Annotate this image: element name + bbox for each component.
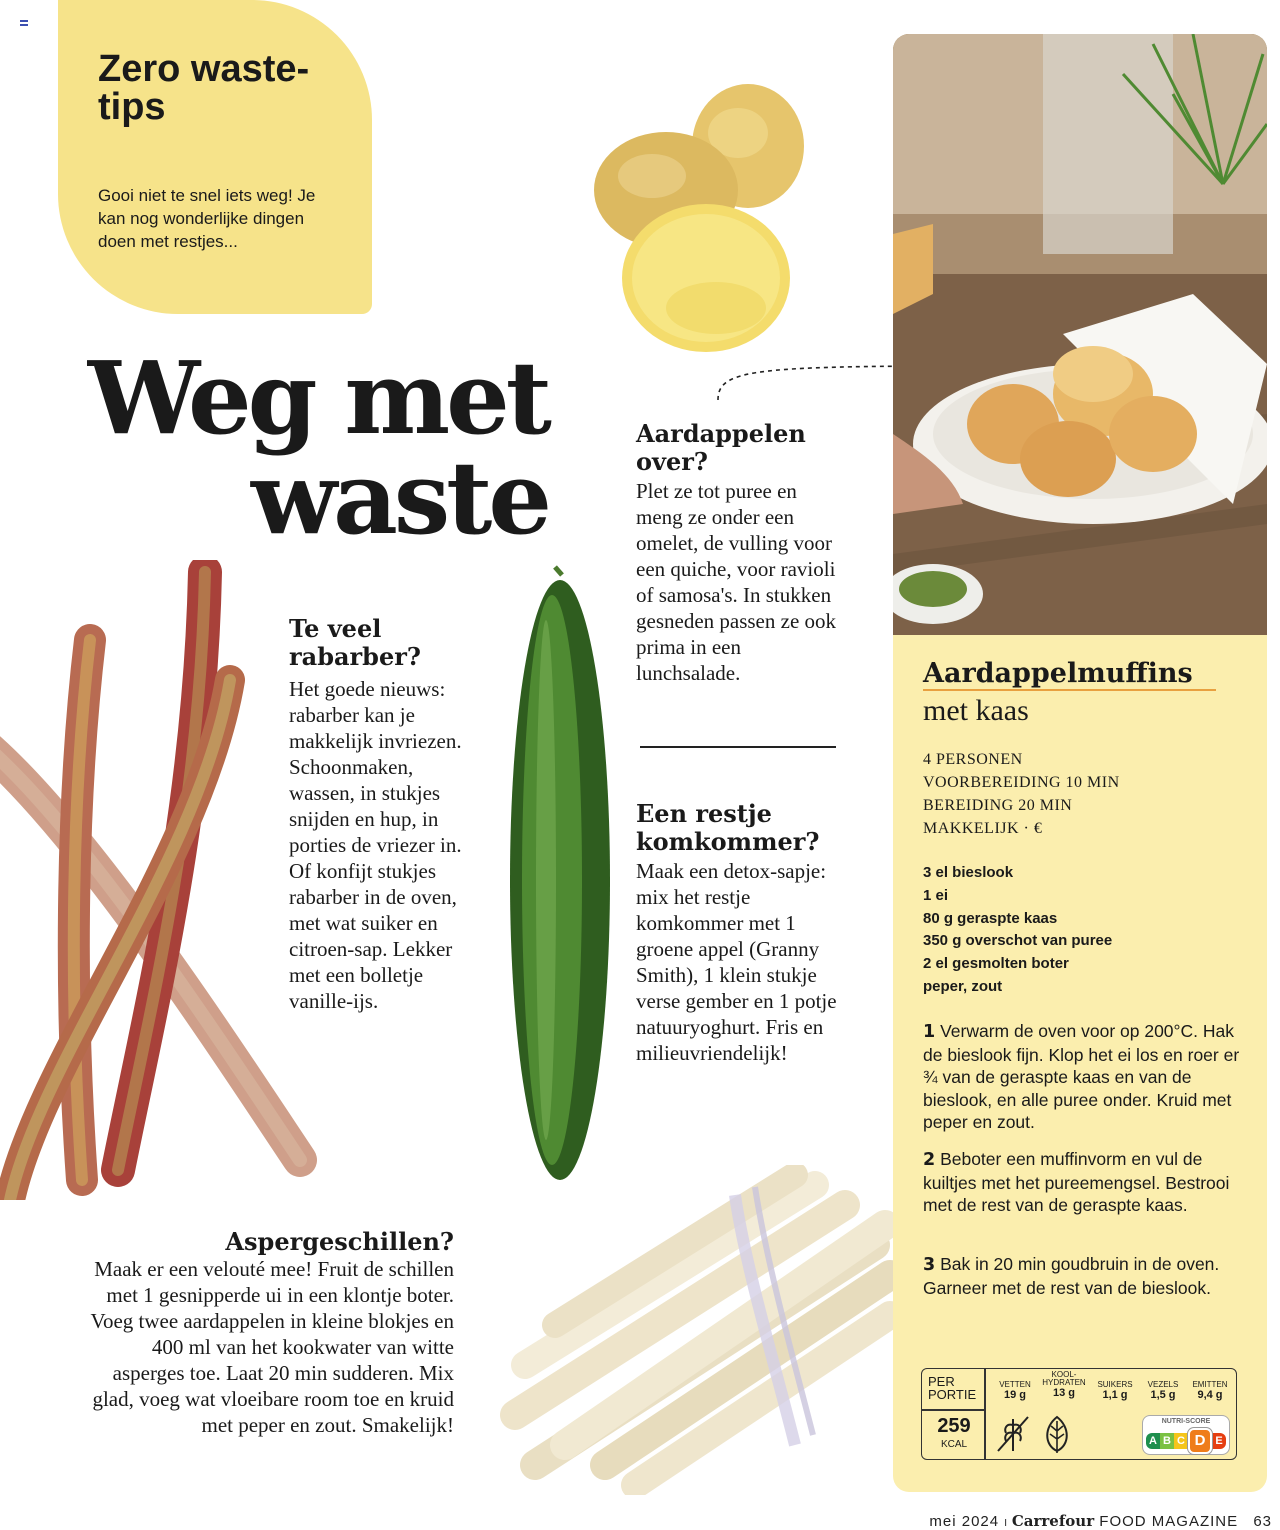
asparagus-image	[495, 1165, 895, 1495]
ingredient: 3 el bieslook	[923, 864, 1014, 881]
meta-difficulty: MAKKELIJK · €	[923, 820, 1043, 837]
rhubarb-image	[0, 560, 330, 1200]
footer-brand: Carrefour	[1011, 1512, 1095, 1530]
footer-magazine: FOOD MAGAZINE	[1099, 1513, 1239, 1530]
nutrient-carbs	[1040, 1371, 1088, 1399]
headline-line2: waste	[251, 439, 548, 557]
step-text: Beboter een muffinvorm en vul de kuiltjes met het pureemengsel. Bestrooi met de rest van de geraspte kaas.	[923, 1149, 1230, 1215]
nutri-score-scale	[1143, 1428, 1229, 1454]
nutrient-value: 9,4 g	[1197, 1389, 1223, 1401]
asperge-text: Maak er een velouté mee! Fruit de schillen met 1 gesnipperde ui in een klontje boter. Voeg twee aardappelen in kleine blokjes en 400 ml van het kookwater van witte asperges toe. Laat 20 min sudderen. Mix glad, voeg wat vloeibare room toe en kruid met peper en zout. Smakelijk!	[90, 1257, 454, 1437]
step-number: 2	[923, 1150, 936, 1170]
nutri-score-letter: C	[1174, 1433, 1188, 1449]
tips-title: Zero waste-tips	[98, 48, 310, 128]
nutrient-label: VEZELS	[1147, 1380, 1179, 1389]
nutrient-value: 19 g	[1003, 1389, 1026, 1401]
recipe-title: Aardappelmuffins	[923, 658, 1193, 689]
leaf-icon	[1040, 1413, 1074, 1455]
step-number: 1	[923, 1022, 936, 1042]
per-portion-label: PER PORTIE	[928, 1374, 977, 1402]
muffins-photo	[893, 34, 1267, 635]
recipe-subtitle: met kaas	[923, 694, 1029, 727]
aardappelen-text: Plet ze tot puree en meng ze onder een omelet, de vulling voor een quiche, voor ravioli of samosa's. In stukken gesneden passen ze ook prima in een lunchsalade.	[636, 479, 837, 685]
komkommer-title: Een restje komkommer?	[636, 799, 820, 856]
headline-line1: Weg met	[87, 339, 548, 457]
recipe-card	[893, 34, 1267, 1492]
divider	[640, 746, 836, 748]
nutri-score-badge	[1142, 1415, 1230, 1455]
nutrient-value: 1,1 g	[1102, 1389, 1128, 1401]
nutrient-label: EMITTEN	[1192, 1380, 1228, 1389]
kcal-label: KCAL	[940, 1439, 968, 1450]
flag-icon	[20, 20, 28, 26]
rabarber-text: Het goede nieuws: rabarber kan je makkelijk invriezen. Schoonmaken, wassen, in stukjes snijden en hup, in porties de vriezer in. Of konfijt stukjes rabarber in de oven, met wat suiker en citroen-sap. Lekker met een bolletje vanille-ijs.	[289, 677, 462, 1013]
recipe-meta	[923, 748, 1243, 840]
footer-date: mei 2024	[929, 1513, 1000, 1530]
nutri-score-letter: E	[1212, 1433, 1226, 1449]
ingredient: 2 el gesmolten boter	[923, 955, 1069, 973]
nutri-score-letter: B	[1160, 1433, 1174, 1449]
nutri-score-letter: D	[1188, 1428, 1212, 1454]
step-number: 3	[923, 1255, 936, 1275]
nutrient-value: 1,5 g	[1150, 1389, 1176, 1401]
nutrient-value: 13 g	[1052, 1387, 1075, 1399]
nutrient-label: KOOL-HYDRATEN	[1042, 1370, 1086, 1387]
step-2	[923, 1148, 1243, 1217]
meta-servings: 4 PERSONEN	[923, 751, 1023, 768]
nutrient-sugars	[1092, 1375, 1138, 1401]
nutri-score-letter: A	[1146, 1433, 1160, 1449]
komkommer-text: Maak een detox-sapje: mix het restje komkommer met 1 groene appel (Granny Smith), 1 klein stukje verse gember en 1 potje natuuryoghurt. Fris en milieuvriendelijk!	[636, 859, 837, 1065]
cucumber-image	[500, 565, 620, 1190]
potatoes-image	[588, 78, 818, 368]
step-text: Bak in 20 min goudbruin in de oven. Garneer met de rest van de bieslook.	[923, 1254, 1220, 1298]
nutrient-fiber	[1140, 1375, 1186, 1401]
nutrient-emissions	[1186, 1375, 1234, 1401]
headline	[78, 339, 548, 557]
page-number: 63	[1253, 1513, 1272, 1530]
aardappelen-title: Aardappelen over?	[636, 419, 806, 476]
footer: mei 2024 I Carrefour FOOD MAGAZINE 63	[929, 1512, 1272, 1530]
step-1	[923, 1020, 1243, 1134]
meta-prep: VOORBEREIDING 10 MIN	[923, 774, 1120, 791]
recipe-title-underline	[923, 689, 1216, 691]
nutrient-label: SUIKERS	[1097, 1380, 1133, 1389]
step-3	[923, 1253, 1243, 1299]
tips-text: Gooi niet te snel iets weg! Je kan nog wonderlijke dingen doen met restjes...	[98, 186, 316, 251]
ingredient: peper, zout	[923, 977, 1003, 995]
ingredient: 350 g overschot van puree	[923, 932, 1113, 950]
rabarber-title: Te veel rabarber?	[289, 614, 421, 671]
nutri-score-label: NUTRI-SCORE	[1161, 1418, 1211, 1425]
asperge-title: Aspergeschillen?	[225, 1227, 454, 1256]
meta-cook: BEREIDING 20 MIN	[923, 797, 1073, 814]
nutrient-fat	[992, 1375, 1038, 1401]
ingredient-list	[923, 862, 1243, 999]
nutrient-label: VETTEN	[999, 1380, 1031, 1389]
ingredient: 1 ei	[923, 886, 949, 904]
ingredient: 80 g geraspte kaas	[923, 909, 1058, 927]
nutrition-box	[921, 1368, 1237, 1460]
gluten-free-icon	[994, 1413, 1032, 1455]
kcal-value: 259	[937, 1415, 971, 1437]
step-text: Verwarm de oven voor op 200°C. Hak de bieslook fijn. Klop het ei los en roer er ¾ van de geraspte kaas en van de bieslook, en alle puree onder. Kruid met peper en zout.	[923, 1021, 1240, 1132]
